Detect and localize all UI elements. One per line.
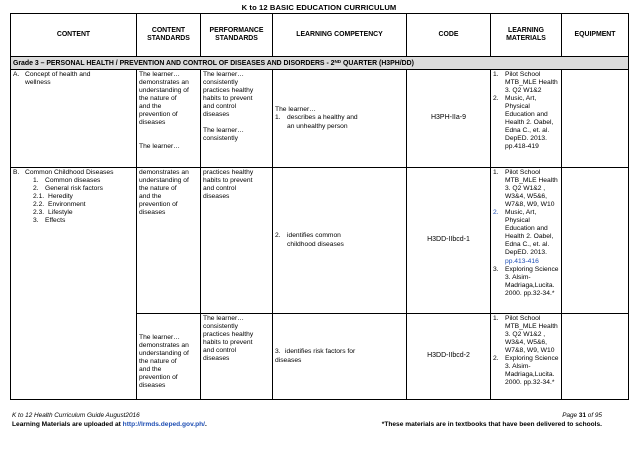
footer-page-number: Page 31 of 95 [562, 412, 602, 419]
header-code: CODE [407, 14, 491, 57]
competency-cell: 3. identifies risk factors for diseases [273, 314, 407, 400]
materials-cell: 1. Pilot School MTB_MLE Health 3. Q2 W1&2 2. Music, Art, Physical Education and Health 2. Oabel, Edna C., et. al. DepED. 2013. pp.418-419 [491, 70, 562, 168]
header-content: CONTENT [11, 14, 137, 57]
equipment-cell [562, 70, 629, 168]
code-cell: H3DD-IIbcd-2 [407, 314, 491, 400]
footer-guide: K to 12 Health Curriculum Guide August2016 [12, 412, 140, 419]
header-row [11, 14, 629, 57]
grade-heading: Grade 3 – PERSONAL HEALTH / PREVENTION AND CONTROL OF DISEASES AND DISORDERS - 2ND QUARTER (H3PH/DD) [11, 57, 629, 70]
footer-upload-note: Learning Materials are uploaded at http://lrmds.deped.gov.ph/. [12, 421, 207, 428]
equipment-cell [562, 314, 629, 400]
header-learning-competency: LEARNING COMPETENCY [273, 14, 407, 57]
header-equipment: EQUIPMENT [562, 14, 629, 57]
materials-cell: 1. Pilot School MTB_MLE Health 3. Q2 W1&2 , W3&4, W5&6, W7&8, W9, W10 2. Music, Art, Physical Education and Health 2. Oabel, Edna C., et. al. DepED. 2013. pp.413-416 3. Exploring Science 3. Alsim- Madriaga,Lucita. 2000. pp.32-34.* [491, 168, 562, 314]
header-content-standards: CONTENT STANDARDS [137, 14, 201, 57]
header-performance-standards: PERFORMANCE STANDARDS [201, 14, 273, 57]
grade-row [11, 57, 629, 70]
code-cell: H3PH-IIa-9 [407, 70, 491, 168]
equipment-cell [562, 168, 629, 314]
code-cell: H3DD-IIbcd-1 [407, 168, 491, 314]
content-standards-cell: The learner… demonstrates an understanding of the nature of and the prevention of diseases [137, 314, 201, 400]
competency-cell: The learner… 1. describes a healthy and an unhealthy person [273, 70, 407, 168]
content-cell: B. Common Childhood Diseases 1. Common diseases 2. General risk factors 2.1. Heredity 2.2. Environment 2.3. Lifestyle 3. Effects [11, 168, 137, 400]
performance-standards-cell: practices healthy habits to prevent and control diseases [201, 168, 273, 314]
performance-standards-cell: The learner… consistently practices healthy habits to prevent and control diseases [201, 314, 273, 400]
footer-textbook-note: *These materials are in textbooks that have been delivered to schools. [381, 421, 602, 428]
content-standards-cell: demonstrates an understanding of the nature of and the prevention of diseases [137, 168, 201, 314]
competency-cell: 2. identifies common childhood diseases [273, 168, 407, 314]
table-row [11, 168, 629, 314]
curriculum-table [10, 13, 629, 400]
content-standards-cell: The learner… demonstrates an understanding of the nature of and the prevention of diseases The learner… [137, 70, 201, 168]
content-cell: A. Concept of health and wellness [11, 70, 137, 168]
lrmds-link[interactable]: http://lrmds.deped.gov.ph/ [122, 421, 205, 428]
materials-cell: 1. Pilot School MTB_MLE Health 3. Q2 W1&2 , W3&4, W5&6, W7&8, W9, W10 2. Exploring Science 3. Alsim- Madriaga,Lucita. 2000. pp.32-34.* [491, 314, 562, 400]
performance-standards-cell: The learner… consistently practices healthy habits to prevent and control diseases The learner… consistently [201, 70, 273, 168]
document-title: K to 12 BASIC EDUCATION CURRICULUM [241, 3, 397, 12]
table-row [11, 70, 629, 168]
header-learning-materials: LEARNING MATERIALS [491, 14, 562, 57]
